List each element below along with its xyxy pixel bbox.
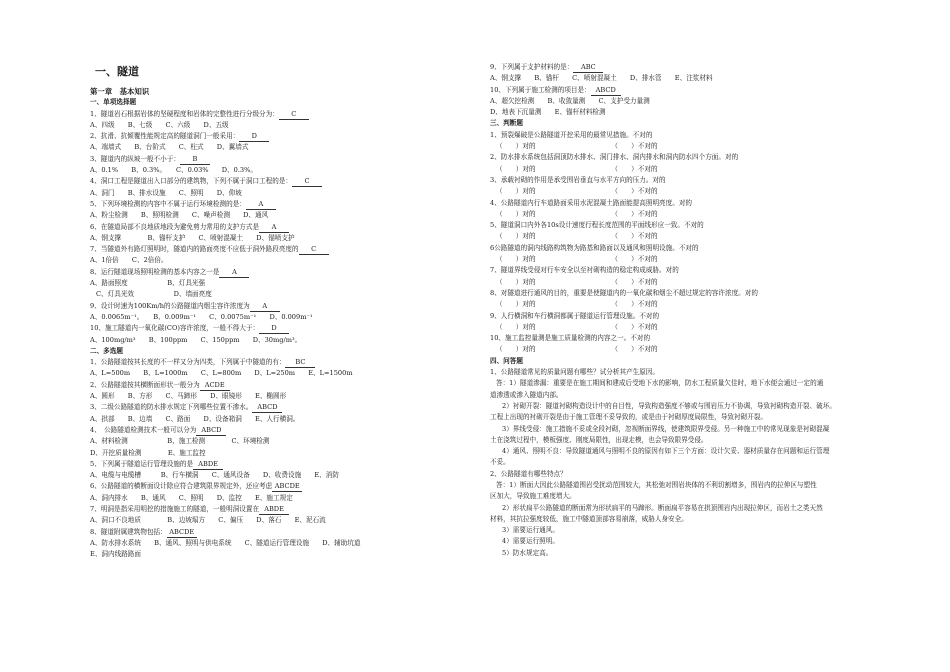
section-single-choice: 一、单项选择题 xyxy=(90,98,137,107)
qa-answer-line: 不妥。 xyxy=(490,458,510,467)
judge-question: 2、防水排水系统包括洞顶防水排水、洞门排水、洞内排水和洞内防水四个方面。对的 xyxy=(490,153,739,162)
multi-options-3: A、拱部 B、边墙 C、路面 D、设备箱洞 E、人行横洞。 xyxy=(90,414,300,423)
right-column xyxy=(490,62,890,559)
question-8: 8、运行隧道现场照明检测的基本内容之一是 A xyxy=(90,267,470,278)
judge-question: 8、对隧道进行通风的目的，重要是使隧道内的一氧化碳和烟尘不超过规定的容许浓度。对的 xyxy=(490,288,758,297)
question-9: 9、设计时速为100Km/h的公路隧道内烟尘容许浓度为 A xyxy=(90,301,470,312)
answer-blank: ABDE xyxy=(193,460,223,470)
judge-list xyxy=(490,130,890,356)
qa-answer-line: 4）需要运行照明。 xyxy=(502,537,559,546)
judge-question: 9、人行横洞和车行横洞都属于隧道运行管理设施。不对的 xyxy=(490,311,660,320)
question-7: 7、当隧道外有路灯照明时，隧道内的路面亮度不应低于洞外路段亮度的 C xyxy=(90,244,470,255)
answer-blank: A xyxy=(259,223,289,233)
qa-answer-line: 2）衬砌开裂：隧道衬砌构造设计中的自目性，导致构造强度不够或与围岩压力不协调，导致衬砌构造开裂、破坏。 xyxy=(502,401,836,410)
multi-options-8a: A、防水排水系统 B、通风、照明与供电系统 C、隧道运行管理设施 D、辅助坑道 xyxy=(90,538,361,547)
answer-blank: ABCDE xyxy=(167,528,197,538)
multi-question-8: 8、隧道附属建筑物包括： ABCDE xyxy=(90,527,470,538)
answer-blank: ABC xyxy=(573,63,603,73)
question-10: 10、施工隧道内一氧化碳(CO)容许浓度，一般不得大于： D xyxy=(90,323,470,334)
answer-blank: D xyxy=(259,324,289,334)
multi-question-1: 1、公路隧道按其长度的不一样又分为四类，下列属于中隧道的有： BC xyxy=(90,357,470,368)
judge-question: 7、隧道界线受侵对行车安全以至衬砌构造的稳定构成威胁。对的 xyxy=(490,266,679,275)
answer-blank: A xyxy=(246,200,276,210)
options-6: A、钢支撑 B、锚杆支护 C、喷射混凝土 D、锚喷支护 xyxy=(90,233,295,242)
answer-blank: A xyxy=(219,268,249,278)
multi-options-8b: E、洞内线路路面 xyxy=(90,550,141,559)
question-5: 5、下列环境检测的内容中不属于运行环境检测的是： A xyxy=(90,199,470,210)
qa-question-2: 2、公路隧道有哪些特点？ xyxy=(490,469,567,478)
answer-blank: ABCD xyxy=(591,86,621,96)
question-6: 6、在隧道局部不良地质地段为避免剪力常用的支护方式是 A xyxy=(90,222,470,233)
multi-options-4a: A、材料检测 B、施工检测 C、环境检测 xyxy=(90,437,270,446)
judge-question: 5、隧道洞口内外各10s设计速度行程长度范围的平面线形应一致。不对的 xyxy=(490,221,704,230)
multi-question-9: 9、下列属于支护材料的是： ABC xyxy=(490,62,890,73)
judge-options: （ ）对的 （ ）不对的 xyxy=(496,300,658,309)
qa-answer-line: 区加大，导致施工难度增大。 xyxy=(490,492,576,501)
answer-blank: ABCD xyxy=(252,403,282,413)
judge-question: 6公路隧道的洞内线路构筑物为路基和路面以及通风和照明设施。不对的 xyxy=(490,243,699,252)
multi-options-2: A、圆形 B、方形 C、马蹄形 D、眼镜形 E、椭圆形 xyxy=(90,392,287,401)
question-1: 1、隧道岩石根据岩体的坚硬程度和岩体的完整性进行分级分为： C xyxy=(90,109,470,120)
answer-blank: B xyxy=(180,155,210,165)
multi-options-10b: D、地表下沉量测 E、锚杆材料检测 xyxy=(490,108,606,117)
answer-blank: ABCD xyxy=(196,426,226,436)
qa-answer-line: 3）需要运行通风。 xyxy=(502,526,559,535)
qa-answer-line: 答：1）隧道渗漏：重要是在施工期间和建成后受地下水的影响，防水工程质量欠佳时，地下水便会通过一定的通 xyxy=(496,379,824,388)
chapter-heading: 第一章 基本知识 xyxy=(90,87,150,96)
answer-blank: ABDE xyxy=(259,505,289,515)
multi-question-3: 3、二级公路隧道的防水排水规定下列哪些位置不渗水。 ABCD xyxy=(90,402,470,413)
section-qa: 四、问答题 xyxy=(490,356,523,365)
qa-answer-line: 土在浇筑过程中，模板强度、刚度局限性，出现走模，也会导致限界受侵。 xyxy=(490,435,708,444)
qa-answer-line: 答：1）断面大因此公路隧道围岩受扰动范围较大，其松弛对围岩块体的不利切割增多，围岩内的拉伸区与塑性 xyxy=(496,480,817,489)
answer-blank: C xyxy=(292,177,322,187)
qa-answer-line: 材料，其抗拉强度较低，施工中隧道顶部容易崩落，威胁人身安全。 xyxy=(490,514,688,523)
options-1: A、四级 B、七级 C、六级 D、五级 xyxy=(90,120,229,129)
answer-blank: A xyxy=(250,302,280,312)
qa-answer-line: 5）防水规定高。 xyxy=(502,548,553,557)
judge-question: 1、预裂爆破是公路隧道开挖采用的最常见措施。不对的 xyxy=(490,130,653,139)
judge-question: 3、承载衬砌的作用是承受围岩垂直与水平方向的压力。对的 xyxy=(490,175,666,184)
options-10: A、100mg/m³ B、100ppm C、150ppm D、30mg/m³。 xyxy=(90,335,302,344)
multi-question-6: 6、公路隧道的横断面设计除应符合建筑限界规定外，还应考虑 ABCDE xyxy=(90,481,470,492)
qa-answer-line: 工程上出现的衬砌开裂是由于施工管理不妥导致的，或是由于衬砌厚度局限性，导致衬砌开裂。 xyxy=(490,413,767,422)
qa-answer-line: 2）形状扁平公路隧道的断面常为形状扁平的马蹄形。断面扁平容易在拱顶围岩内出现拉伸区，而岩土之类天然 xyxy=(502,503,823,512)
qa-answer-line: 4）通风、照明不良：导致隧道通风与照明不良的原因有如下三个方面：设计欠妥、器材质量存在问题和运行管理 xyxy=(502,447,830,456)
multi-options-5: A、电缆与电缆槽 B、行车横洞 C、通风设备 D、收费设施 E、消防 xyxy=(90,471,339,480)
judge-options: （ ）对的 （ ）不对的 xyxy=(496,255,658,264)
answer-blank: ACDE xyxy=(200,381,230,391)
qa-answer-line: 道渗透或渗入隧道内部。 xyxy=(490,390,563,399)
section-multi-choice: 二、多选题 xyxy=(90,346,123,355)
multi-options-7: A、洞口不良地质 B、边坡塌方 C、偏压 D、落石 E、泥石流 xyxy=(90,516,326,525)
options-7: A、1倍倍 C、2倍倍。 xyxy=(90,256,168,265)
options-3: A、0.1% B、0.3%。 C、0.03% D、0.3%。 xyxy=(90,166,257,175)
judge-question: 4、公路隧道内行车道路面采用水泥混凝土路面能提高照明亮度。对的 xyxy=(490,198,693,207)
question-3: 3、隧道内的纵坡一般不小于： B xyxy=(90,154,470,165)
multi-question-2: 2、公路隧道按其横断面形状一般分为 ACDE xyxy=(90,380,470,391)
options-9: A、0.0065m⁻¹。 B、0.009m⁻¹ C、0.0075m⁻¹ D、0.009m⁻¹ xyxy=(90,312,313,321)
answer-blank: C xyxy=(279,110,309,120)
judge-options: （ ）对的 （ ）不对的 xyxy=(496,142,658,151)
question-4: 4、洞口工程是隧道出入口部分的建筑物，下列不属于洞口工程的是： C xyxy=(90,176,470,187)
judge-options: （ ）对的 （ ）不对的 xyxy=(496,164,658,173)
answer-blank: D xyxy=(239,132,269,142)
options-8b: C、灯具光效 D、墙面亮度 xyxy=(96,290,212,299)
options-4: A、洞门 B、排水设施 C、照明 D、仰坡 xyxy=(90,188,242,197)
multi-question-7: 7、明洞是指采用明挖的措施施工的隧道，一般明洞设置在 ABDE xyxy=(90,504,470,515)
judge-options: （ ）对的 （ ）不对的 xyxy=(496,232,658,241)
qa-question-1: 1、公路隧道常见的质量问题有哪些？试分析其产生原因。 xyxy=(490,368,660,377)
document-title: 一、隧道 xyxy=(95,65,139,78)
multi-options-1: A、L=500m B、L=1000m C、L=800m D、L=250m E、L=1500m xyxy=(90,369,353,378)
judge-options: （ ）对的 （ ）不对的 xyxy=(496,277,658,286)
answer-blank: BC xyxy=(285,358,315,368)
options-8a: A、路面照度 B、灯具光强 xyxy=(90,279,206,288)
judge-question: 10、施工监控量测是施工质量检测的内容之一。不对的 xyxy=(490,334,651,343)
multi-options-9: A、钢支撑 B、锚杆 C、喷射混凝土 D、排水管 E、注浆材料 xyxy=(490,74,713,83)
left-column xyxy=(90,64,470,560)
judge-options: （ ）对的 （ ）不对的 xyxy=(496,322,658,331)
options-5: A、粉尘检测 B、照明检测 C、噪声检测 D、通风 xyxy=(90,211,269,220)
qa-block xyxy=(490,367,890,559)
multi-question-10: 10、下列属于施工检测的项目是： ABCD xyxy=(490,85,890,96)
multi-question-5: 5、下列属于隧道运行管理设施的是 ABDE xyxy=(90,459,470,470)
multi-options-10a: A、超欠挖检测 B、收敛量测 C、支护受力量测 xyxy=(490,96,650,105)
qa-answer-line: 3）界线受侵：施工措施不妥或全段衬砌，忽视断面界线，使建筑限界受侵。另一种施工中的常见现象是衬砌混凝 xyxy=(502,424,830,433)
judge-options: （ ）对的 （ ）不对的 xyxy=(496,345,658,354)
answer-blank: C xyxy=(299,245,329,255)
multi-options-4b: D、开挖质量检测 E、施工监控 xyxy=(90,448,206,457)
section-judgement: 三、判断题 xyxy=(490,119,523,128)
question-2: 2、抗滑、抗倾覆性能规定高的隧道洞门一般采用： D xyxy=(90,131,470,142)
judge-options: （ ）对的 （ ）不对的 xyxy=(496,209,658,218)
multi-options-6: A、洞内排水 B、通风 C、照明 D、监控 E、施工规定 xyxy=(90,493,293,502)
multi-question-4: 4、 公路隧道检测技术一般可以分为 ABCD xyxy=(90,425,470,436)
answer-blank: ABCDE xyxy=(272,482,302,492)
judge-options: （ ）对的 （ ）不对的 xyxy=(496,187,658,196)
options-2: A、端墙式 B、台阶式 C、柱式 D、翼墙式 xyxy=(90,143,249,152)
